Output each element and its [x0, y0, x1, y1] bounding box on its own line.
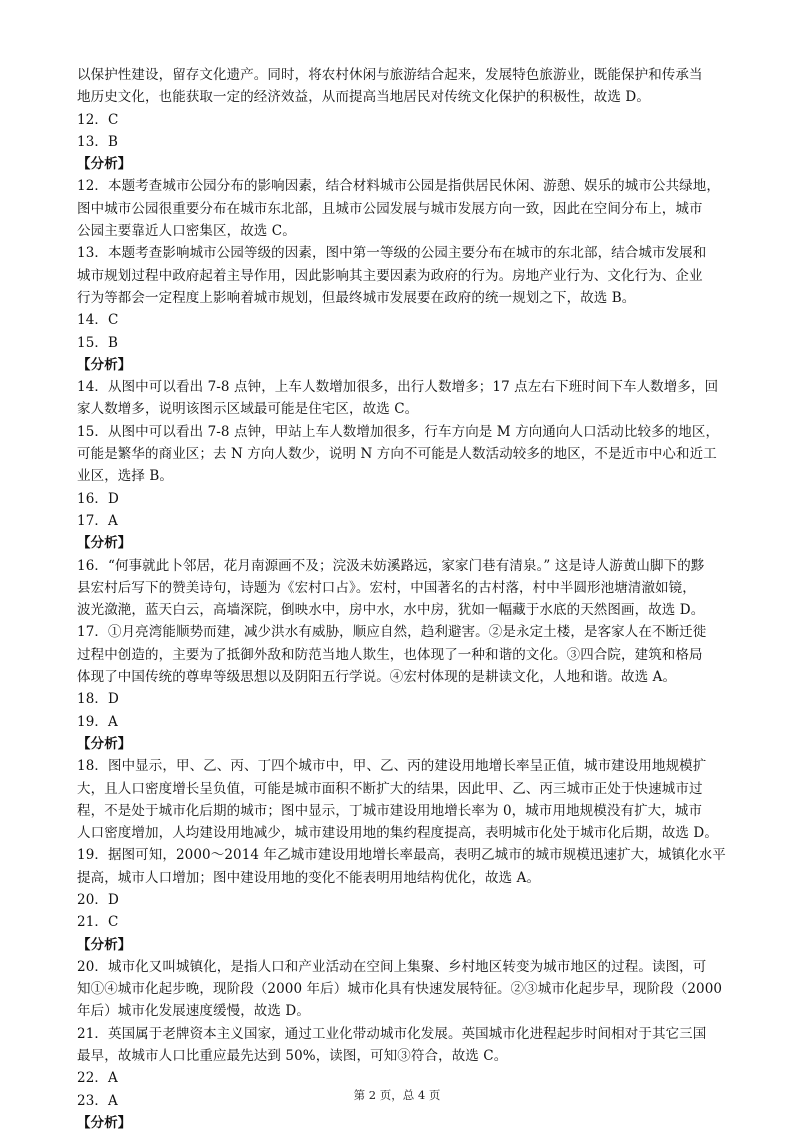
text-line: 20．城市化又叫城镇化，是指人口和产业活动在空间上集聚、乡村地区转变为城市地区的过程。读图，可: [77, 958, 707, 975]
text-line: 业区，选择 B。: [77, 468, 174, 485]
text-line: 家人数增多，说明该图示区域最可能是住宅区，故选 C。: [77, 401, 419, 418]
answer-line: 17．A: [77, 512, 118, 529]
text-line: 提高，城市人口增加；图中建设用地的变化不能表明用地结构优化，故选 A。: [77, 869, 541, 886]
text-line: 过程中创造的，主要为了抵御外敌和防范当地人欺生，也体现了一种和谐的文化。③四合院，建筑和格局: [77, 646, 703, 663]
text-line: 地历史文化，也能获取一定的经济效益，从而提高当地居民对传统文化保护的积极性，故选 D。: [77, 89, 650, 106]
text-line: 知①④城市化起步晚，现阶段（2000 年后）城市化具有快速发展特征。②③城市化起步早，现阶段（2000: [77, 981, 723, 998]
answer-line: 14．C: [77, 312, 119, 329]
answer-line: 20．D: [77, 891, 119, 908]
text-line: 公园主要靠近人口密集区，故选 C。: [77, 223, 296, 240]
text-line: 体现了中国传统的尊卑等级思想以及阴阳五行学说。④宏村体现的是耕读文化，人地和谐。故选 A。: [77, 669, 677, 686]
text-line: 19．据图可知，2000～2014 年乙城市建设用地增长率最高，表明乙城市的城市规模迅速扩大，城镇化水平: [77, 847, 726, 864]
analysis-heading: 【分析】: [77, 936, 132, 953]
text-line: 16．“何事就此卜邻居，花月南源画不及；浣汲未妨溪路远，家家门巷有清泉。” 这是诗人游黄山脚下的黟: [77, 557, 705, 574]
text-line: 行为等都会一定程度上影响着城市规划，但最终城市发展要在政府的统一规划之下，故选 B。: [77, 289, 636, 306]
text-line: 12．本题考查城市公园分布的影响因素，结合材料城市公园是指供居民休闲、游憩、娱乐的城市公共绿地，: [77, 178, 720, 195]
answer-line: 16．D: [77, 490, 119, 507]
text-line: 程，不是处于城市化后期的城市；图中显示，丁城市建设用地增长率为 0，城市用地规模没有扩大，城市: [77, 802, 703, 819]
answer-line: 18．D: [77, 691, 119, 708]
answer-line: 12．C: [77, 111, 119, 128]
text-line: 人口密度增加，人均建设用地减少，城市建设用地的集约程度提高，表明城市化处于城市化后期，故选 D。: [77, 825, 718, 842]
answer-analysis-text: [77, 64, 737, 1134]
text-line: 最早，故城市人口比重应最先达到 50%，读图，可知③符合，故选 C。: [77, 1048, 508, 1065]
answer-line: 22．A: [77, 1070, 118, 1087]
analysis-heading: 【分析】: [77, 156, 132, 173]
text-line: 县宏村后写下的赞美诗句，诗题为《宏村口占》。宏村，中国著名的古村落，村中半圆形池塘清澈如镜，: [77, 579, 696, 596]
answer-line: 21．C: [77, 914, 119, 931]
text-line: 17．①月亮湾能顺势而建，减少洪水有威胁，顺应自然，趋利避害。②是永定土楼，是客家人在不断迁徙: [77, 624, 707, 641]
text-line: 可能是繁华的商业区；去 N 方向人数少，说明 N 方向不可能是人数活动较多的地区，不是近市中心和近工: [77, 446, 717, 463]
text-line: 15．从图中可以看出 7-8 点钟，甲站上车人数增加很多，行车方向是 M 方向通向人口活动比较多的地区，: [77, 423, 720, 440]
analysis-heading: 【分析】: [77, 535, 132, 552]
text-line: 波光潋滟，蓝天白云，高墙深院，倒映水中，房中水，水中房，犹如一幅藏于水底的天然图画，故选 D。: [77, 602, 705, 619]
answer-line: 13．B: [77, 133, 118, 150]
text-line: 14．从图中可以看出 7-8 点钟，上车人数增加很多，出行人数增多；17 点左右下班时间下车人数增多，回: [77, 379, 719, 396]
analysis-heading: 【分析】: [77, 356, 132, 373]
page-footer: 第 2 页，总 4 页: [353, 1088, 441, 1102]
text-line: 图中城市公园很重要分布在城市东北部，且城市公园发展与城市发展方向一致，因此在空间分布上，城市: [77, 200, 703, 217]
text-line: 以保护性建设，留存文化遗产。同时，将农村休闲与旅游结合起来，发展特色旅游业，既能保护和传承当: [77, 67, 703, 83]
answer-line: 19．A: [77, 713, 118, 730]
text-line: 年后）城市化发展速度缓慢，故选 D。: [77, 1003, 310, 1020]
text-line: 13．本题考查影响城市公园等级的因素，图中第一等级的公园主要分布在城市的东北部，结合城市发展和: [77, 245, 707, 262]
text-line: 城市规划过程中政府起着主导作用，因此影响其主要因素为政府的行为。房地产业行为、文化行为、企业: [77, 267, 703, 284]
text-line: 大，且人口密度增长呈负值，可能是城市面积不断扩大的结果，因此甲、乙、丙三城市正处于快速城市过: [77, 780, 703, 797]
text-line: 21．英国属于老牌资本主义国家，通过工业化带动城市化发展。英国城市化进程起步时间相对于其它三国: [77, 1025, 707, 1042]
text-line: 18．图中显示，甲、乙、丙、丁四个城市中，甲、乙、丙的建设用地增长率呈正值，城市建设用地规模扩: [77, 758, 707, 775]
answer-line: 23．A: [77, 1092, 118, 1109]
analysis-heading: 【分析】: [77, 1114, 132, 1131]
answer-line: 15．B: [77, 334, 118, 351]
analysis-heading: 【分析】: [77, 735, 132, 752]
